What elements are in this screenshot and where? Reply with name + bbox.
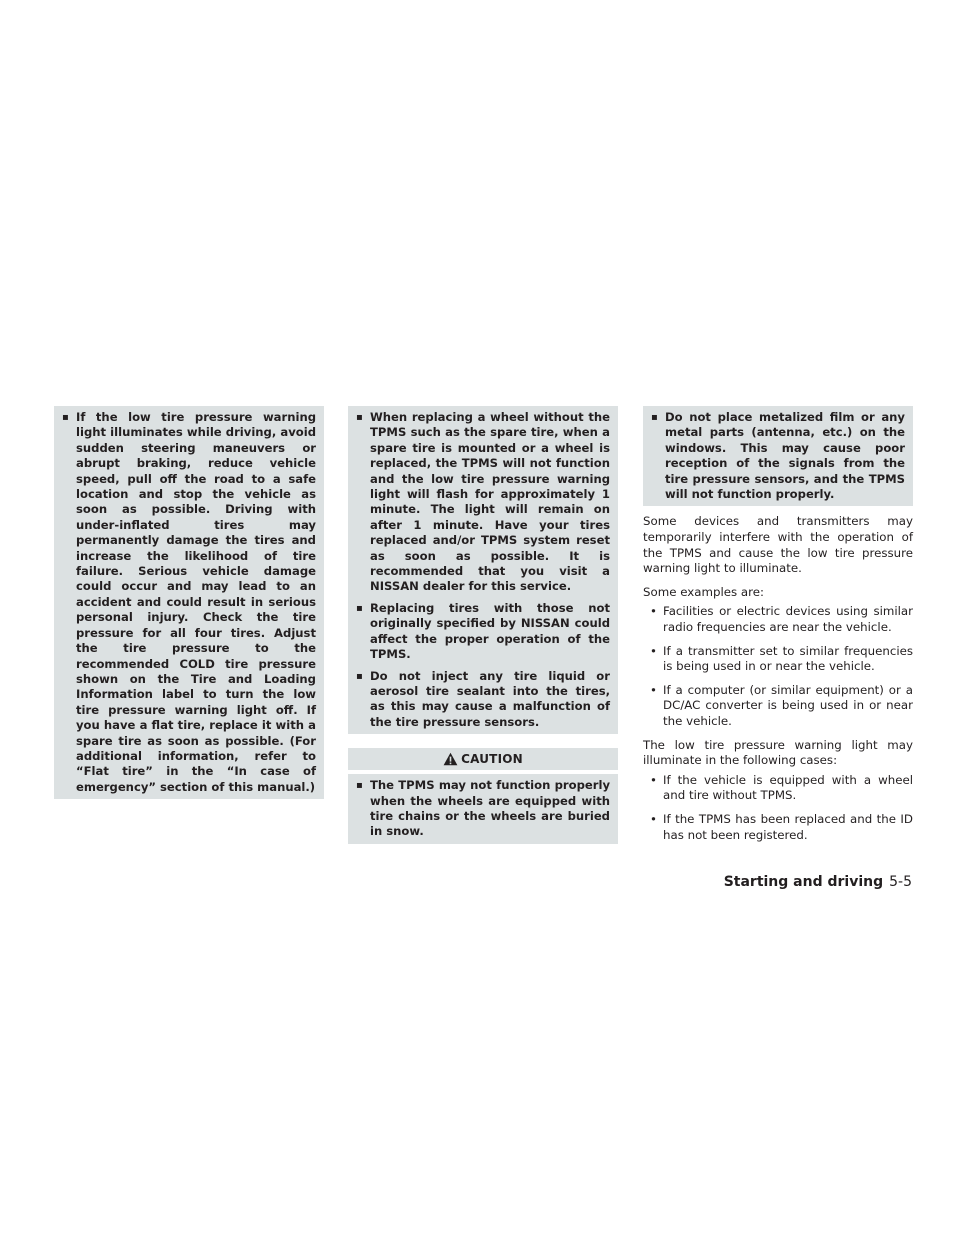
warning-box	[54, 406, 324, 799]
warning-box	[348, 406, 618, 734]
column-3	[643, 406, 913, 851]
caution-item: ▪ The TPMS may not function properly when the wheels are equipped with tire chains or the wheels are buried in snow.	[356, 778, 610, 840]
list-item: • If the vehicle is equipped with a wheel and tire without TPMS.	[643, 773, 913, 804]
paragraph: Some examples are:	[643, 584, 764, 599]
column-2	[348, 406, 618, 844]
section-title: Starting and driving	[723, 874, 884, 890]
cases-list	[643, 773, 913, 843]
page-number: 5-5	[889, 874, 912, 890]
caution-title: CAUTION	[461, 752, 523, 767]
warning-box	[643, 406, 913, 506]
list-item: • If the TPMS has been replaced and the ID has not been registered.	[643, 812, 913, 843]
examples-list	[643, 604, 913, 729]
warning-triangle-icon	[443, 752, 458, 766]
list-item: • If a computer (or similar equipment) or a DC/AC converter is being used in or near the vehicle.	[643, 683, 913, 730]
warning-item: ▪ Replacing tires with those not originally specified by NISSAN could affect the proper operation of the TPMS.	[356, 601, 610, 663]
caution-box	[348, 774, 618, 844]
warning-item: ▪ Do not place metalized film or any metal parts (antenna, etc.) on the windows. This may cause poor reception of the signals from the tire pressure sensors, and the TPMS will not function properly.	[651, 410, 905, 502]
warning-item: ▪ When replacing a wheel without the TPMS such as the spare tire, when a spare tire is mounted or a wheel is replaced, the TPMS will not function and the low tire pressure warning light will flash for approximately 1 minute. The light will remain on after 1 minute. Have your tires replaced and/or TPMS system reset as soon as possible. It is recommended that you visit a NISSAN dealer for this service.	[356, 410, 610, 595]
caution-header	[348, 748, 618, 770]
page-footer	[724, 874, 912, 890]
list-item: • If a transmitter set to similar frequencies is being used in or near the vehicle.	[643, 644, 913, 675]
warning-item: ▪ Do not inject any tire liquid or aerosol tire sealant into the tires, as this may cause a malfunction of the tire pressure sensors.	[356, 669, 610, 731]
column-1	[54, 406, 324, 799]
list-item: • Facilities or electric devices using similar radio frequencies are near the vehicle.	[643, 604, 913, 635]
paragraph: Some devices and transmitters may temporarily interfere with the operation of the TPMS and cause the low tire pressure warning light to illuminate.	[643, 514, 913, 576]
warning-item: ▪ If the low tire pressure warning light illuminates while driving, avoid sudden steering maneuvers or abrupt braking, reduce vehicle speed, pull off the road to a safe location and stop the vehicle as soon as possible. Driving with under-inflated tires may permanently damage the tires and increase the likelihood of tire failure. Serious vehicle damage could occur and may lead to an accident and could result in serious personal injury. Check the tire pressure for all four tires. Adjust the tire pressure to the recommended COLD tire pressure shown on the Tire and Loading Information label to turn the low tire pressure warning light off. If you have a flat tire, replace it with a spare tire as soon as possible. (For additional information, refer to “Flat tire” in the “In case of emergency” section of this manual.)	[62, 410, 316, 795]
paragraph: The low tire pressure warning light may illuminate in the following cases:	[643, 737, 913, 768]
